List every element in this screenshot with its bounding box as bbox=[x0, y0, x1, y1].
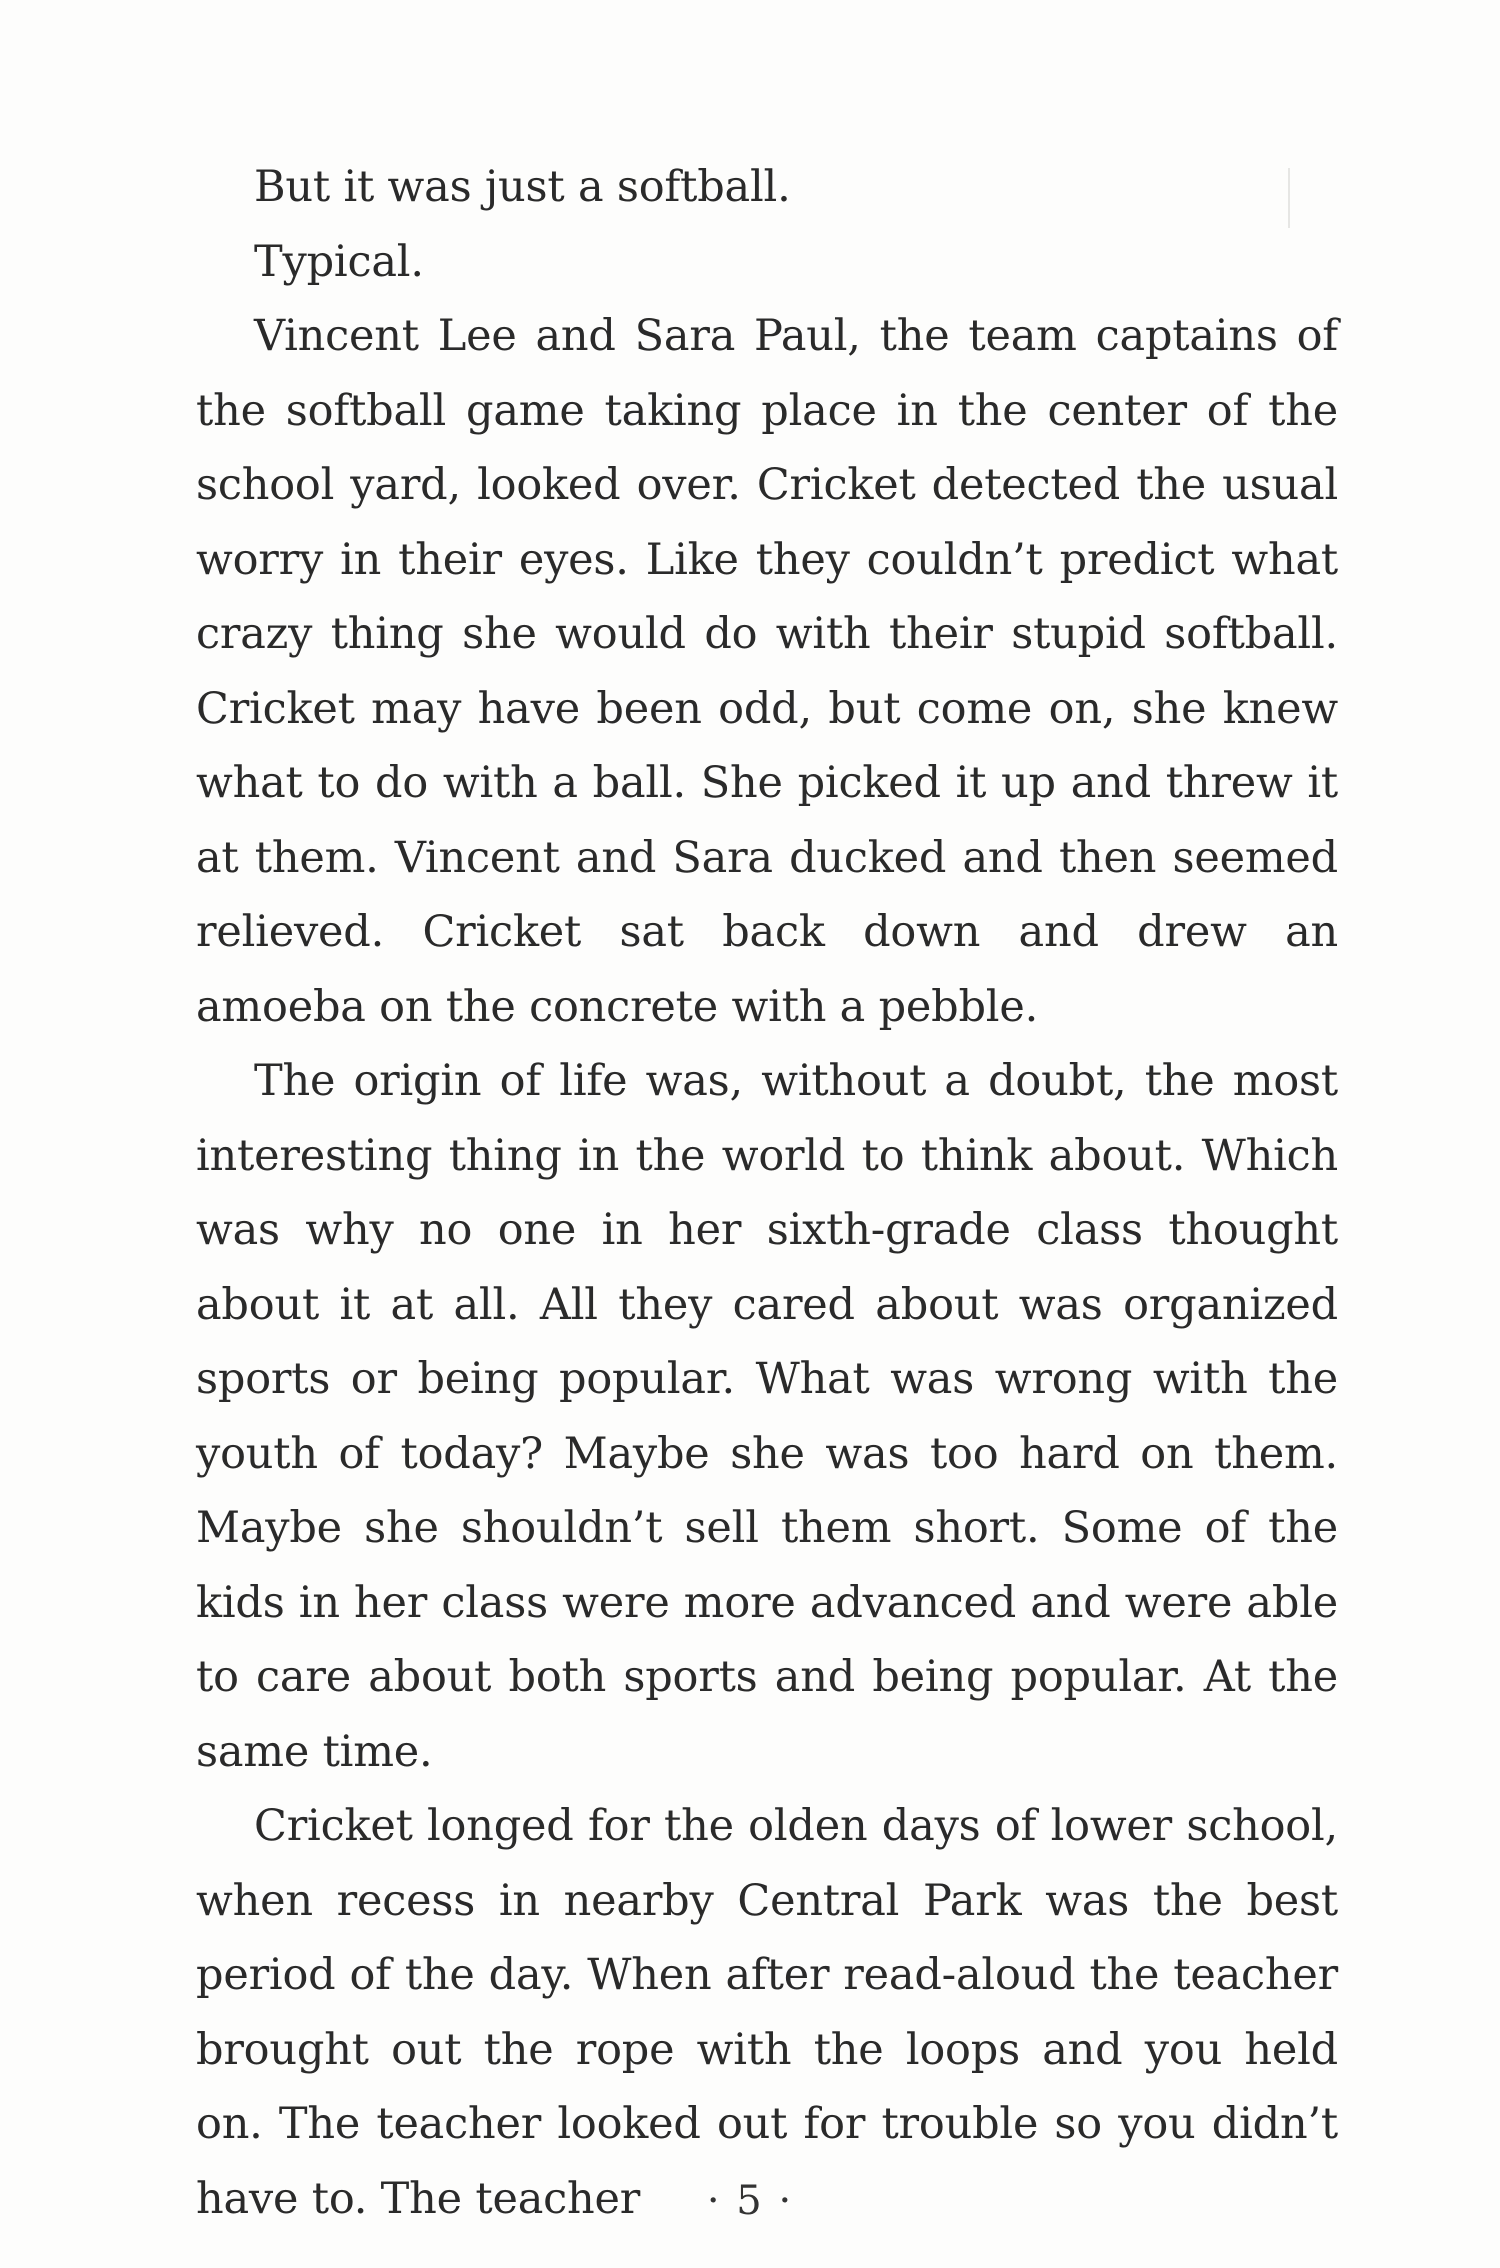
paragraph: But it was just a softball. bbox=[254, 162, 791, 212]
paragraph: Vincent Lee and Sara Paul, the team captains of the softball game taking place in the center of the school yard, looked over. Cricket detected the usual worry in their eyes. Like they couldn’t predict what crazy thing she would do with their stupid softball. Cricket may have been odd, but come on, she knew what to do with a ball. She picked it up and threw it at them. Vincent and Sara ducked and then seemed relieved. Cricket sat back down and drew an amoeba on the concrete with a pebble. bbox=[196, 311, 1338, 1032]
body-text bbox=[196, 150, 1338, 2236]
paragraph: Cricket longed for the olden days of lower school, when recess in nearby Central Park was the best period of the day. When after read-aloud the teacher brought out the rope with the loops and you held on. The teacher looked out for trouble so you didn’t have to. The teacher bbox=[196, 1801, 1338, 2224]
paragraph: Typical. bbox=[254, 236, 424, 287]
page-number: · 5 · bbox=[706, 2178, 794, 2224]
paragraph: The origin of life was, without a doubt, the most interesting thing in the world to think about. Which was why no one in her sixth-grade class thought about it at all. All they cared about was organized sports or being popular. What was wrong with the youth of today? Maybe she was too hard on them. Maybe she shouldn’t sell them short. Some of the kids in her class were more advanced and were able to care about both sports and being popular. At the same time. bbox=[196, 1056, 1338, 1777]
